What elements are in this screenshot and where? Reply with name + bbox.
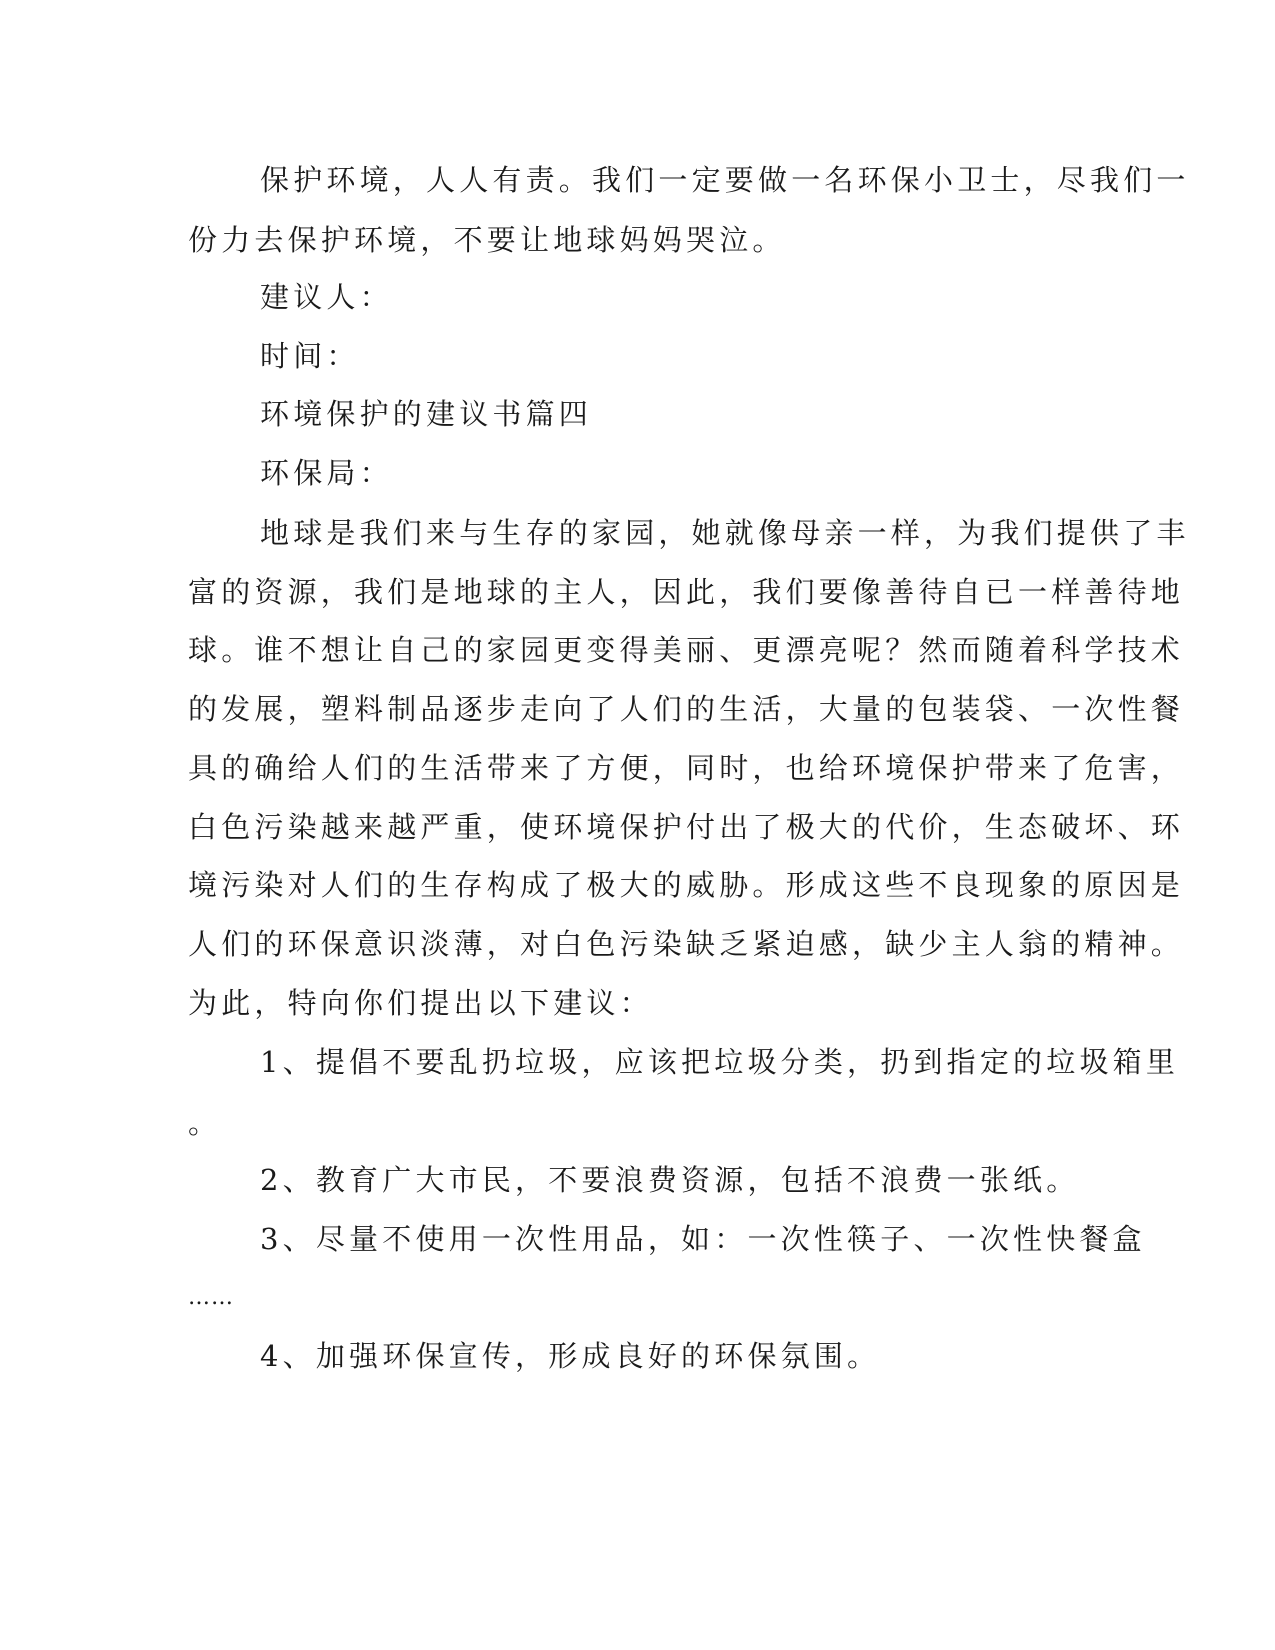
paragraph-line: 境污染对人们的生存构成了极大的威胁。形成这些不良现象的原因是	[188, 868, 1185, 902]
paragraph-line: 球。谁不想让自己的家园更变得美丽、更漂亮呢？然而随着科学技术	[188, 633, 1185, 667]
addressee: 环保局：	[260, 456, 393, 490]
signature-label: 建议人：	[260, 280, 393, 314]
list-item-1-continuation: 。	[188, 1106, 222, 1140]
paragraph-line: 份力去保护环境，不要让地球妈妈哭泣。	[188, 223, 786, 257]
list-item-3: 3、尽量不使用一次性用品，如：一次性筷子、一次性快餐盒	[260, 1222, 1146, 1256]
list-item-2: 2、教育广大市民，不要浪费资源，包括不浪费一张纸。	[260, 1163, 1080, 1197]
paragraph-line: 具的确给人们的生活带来了方便，同时，也给环境保护带来了危害，	[188, 751, 1185, 785]
paragraph-line: 人们的环保意识淡薄，对白色污染缺乏紧迫感，缺少主人翁的精神。	[188, 927, 1185, 961]
paragraph-line: 白色污染越来越严重，使环境保护付出了极大的代价，生态破坏、环	[188, 810, 1185, 844]
paragraph-line: 地球是我们来与生存的家园，她就像母亲一样，为我们提供了丰	[260, 516, 1190, 550]
list-item-3-continuation: ……	[188, 1285, 234, 1310]
date-label: 时间：	[260, 339, 360, 373]
section-title: 环境保护的建议书篇四	[260, 397, 593, 431]
paragraph-line: 的发展，塑料制品逐步走向了人们的生活，大量的包装袋、一次性餐	[188, 692, 1185, 726]
paragraph-line: 为此，特向你们提出以下建议：	[188, 986, 653, 1020]
paragraph-line: 富的资源，我们是地球的主人，因此，我们要像善待自已一样善待地	[188, 575, 1185, 609]
list-item-4: 4、加强环保宣传，形成良好的环保氛围。	[260, 1339, 881, 1373]
paragraph-line: 保护环境，人人有责。我们一定要做一名环保小卫士，尽我们一	[260, 163, 1190, 197]
list-item-1: 1、提倡不要乱扔垃圾，应该把垃圾分类，扔到指定的垃圾箱里	[260, 1045, 1180, 1079]
